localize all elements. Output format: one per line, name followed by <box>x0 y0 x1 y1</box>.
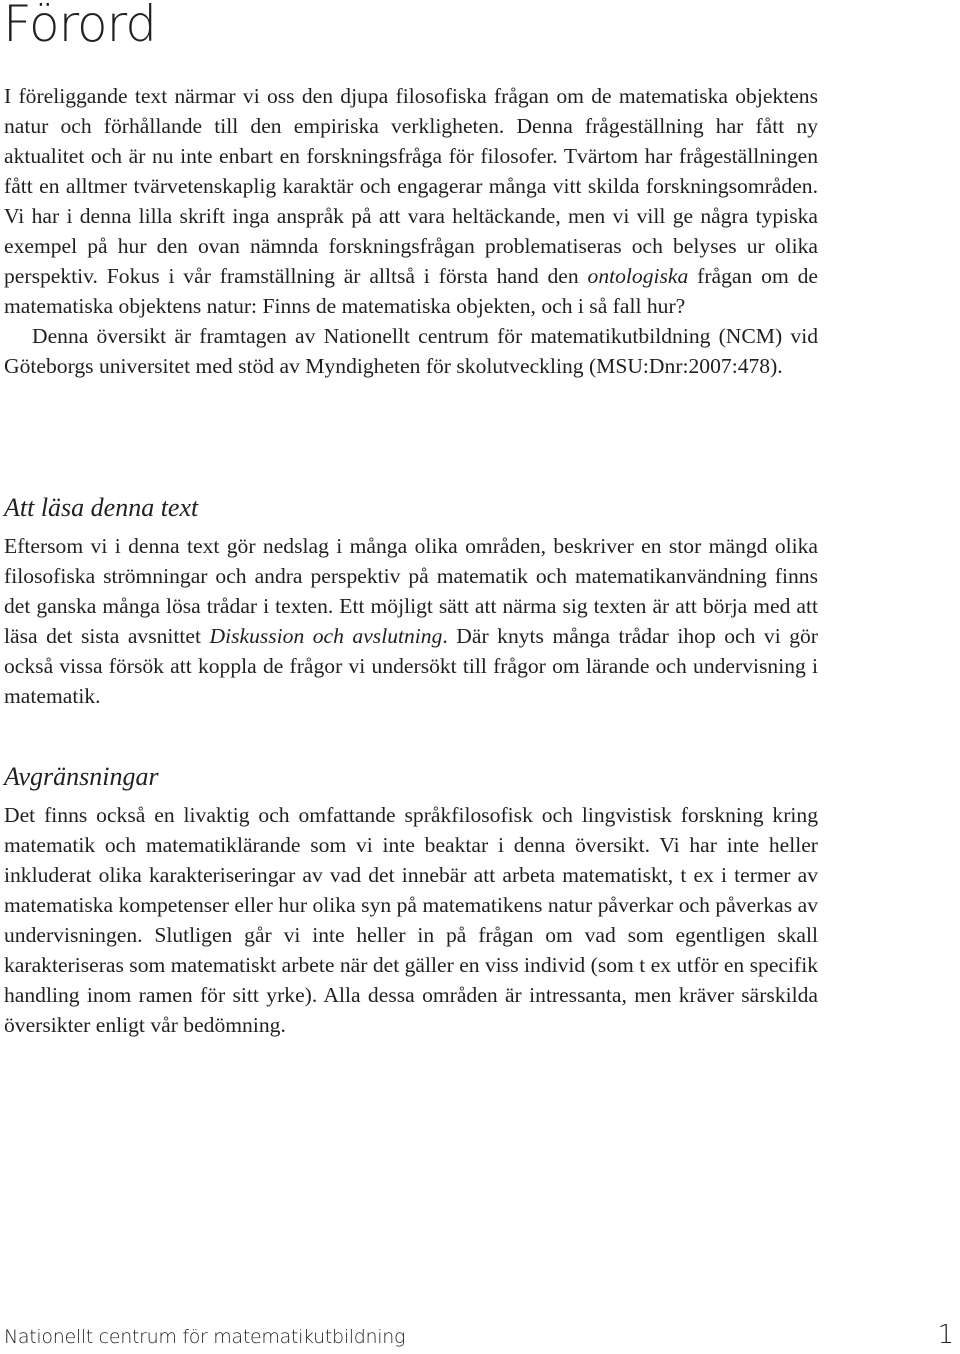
intro-section <box>4 81 818 381</box>
limits-paragraph: Det finns också en livaktig och omfattande språkfilosofisk och lingvistisk forskning kring matematik och matematiklärande som vi inte beaktar i denna översikt. Vi har inte heller inkluderat olika karakteriseringar av vad det innebär att arbeta matematiskt, t ex i termer av matematiska kompetenser eller hur olika syn på matematikens natur påverkar och påverkas av undervisningen. Slutligen går vi inte heller in på frågan om vad som egentligen skall karakteriseras som matematiskt arbete när det gäller en viss individ (som t ex utför en specifik handling inom ramen för sitt yrke). Alla dessa områden är intressanta, men kräver särskilda översikter enligt vår bedömning. <box>4 803 818 1037</box>
reading-section <box>4 531 818 711</box>
reading-text-part-2: . Där knyts många trådar ihop och vi gör också vissa försök att koppla de frågor vi undersökt till frågor om lärande och undervisning i matematik. <box>4 624 818 708</box>
footer-publisher: Nationellt centrum för matematikutbildning <box>4 1326 406 1348</box>
intro-text-part-2: frågan om de matematiska objektens natur: Finns de matematiska objekten, och i så fall hur? <box>4 264 818 318</box>
intro-paragraph-2: Denna översikt är framtagen av Nationellt centrum för matematikutbildning (NCM) vid Göteborgs universitet med stöd av Myndigheten för skolutveckling (MSU:Dnr:2007:478). <box>4 324 818 378</box>
reading-emphasis: Diskussion och avslutning <box>209 624 443 648</box>
intro-emphasis: ontologiska <box>587 264 689 288</box>
intro-text-part-1: I föreliggande text närmar vi oss den djupa filosofiska frågan om de matematiska objektens natur och förhållande till den empiriska verkligheten. Denna frågeställning har fått ny aktualitet och är nu inte enbart en forskningsfråga för filosofer. Tvärtom har frågeställningen fått en alltmer tvärvetenskaplig karaktär och engagerar många vitt skilda forskningsområden. Vi har i denna lilla skrift inga anspråk på att vara heltäckande, men vi vill ge några typiska exempel på hur den ovan nämnda forskningsfrågan problematiseras och belyses ur olika perspektiv. Fokus i vår framställning är alltså i första hand den <box>4 84 818 288</box>
page-footer <box>4 1322 954 1352</box>
page-number: 1 <box>937 1320 954 1350</box>
reading-paragraph <box>4 531 818 711</box>
intro-paragraph-1 <box>4 81 818 321</box>
chapter-title: Förord <box>3 0 157 53</box>
section-heading-reading: Att läsa denna text <box>4 493 199 522</box>
reading-text-part-1: Eftersom vi i denna text gör nedslag i många olika områden, beskriver en stor mängd olika filosofiska strömningar och andra perspektiv på matematik och matematikanvändning finns det ganska många lösa trådar i texten. Ett möjligt sätt att närma sig texten är att börja med att läsa det sista avsnittet <box>4 534 818 648</box>
limits-section <box>4 800 818 1040</box>
section-heading-limits: Avgränsningar <box>4 762 159 791</box>
